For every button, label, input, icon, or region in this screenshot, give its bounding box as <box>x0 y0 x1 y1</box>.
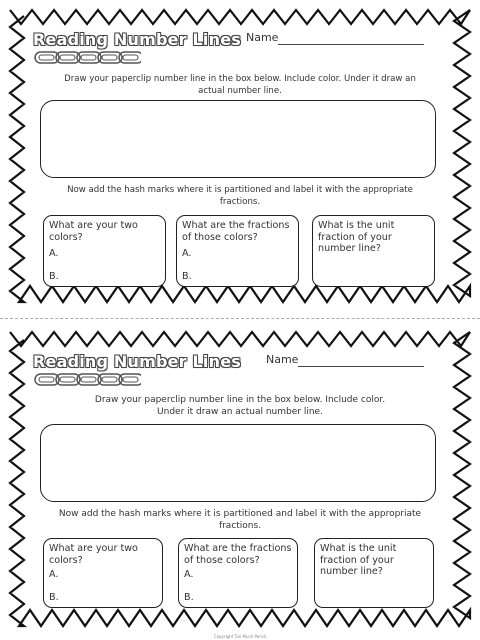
answer-b-label: B. <box>184 592 194 603</box>
worksheet-title: Reading Number Lines <box>33 30 241 49</box>
question-box-unit-fraction[interactable] <box>314 538 434 608</box>
question-text: What are the fractions of those colors? <box>184 543 292 566</box>
answer-a-label: A. <box>182 248 192 259</box>
instruction-hash-marks: Now add the hash marks where it is partitioned and label it with the appropriate fractions. <box>67 185 413 207</box>
drawing-box[interactable] <box>40 424 436 502</box>
answer-a-label: A. <box>49 248 59 259</box>
question-box-unit-fraction[interactable] <box>312 215 435 287</box>
answer-b-label: B. <box>49 271 59 282</box>
drawing-box[interactable] <box>40 100 436 178</box>
question-box-fractions[interactable] <box>176 215 299 287</box>
name-input-line[interactable] <box>278 44 424 45</box>
answer-a-label: A. <box>184 569 194 580</box>
answer-a-label: A. <box>49 569 59 580</box>
name-label: Name <box>266 353 299 366</box>
copyright-text: Copyright Too Much Pencil <box>213 634 267 639</box>
question-text: What is the unit fraction of your number line? <box>318 220 395 254</box>
question-box-colors[interactable] <box>43 215 166 287</box>
question-text: What are the fractions of those colors? <box>182 220 290 243</box>
question-text: What are your two colors? <box>49 543 138 566</box>
question-box-colors[interactable] <box>43 538 163 608</box>
instruction-draw: Draw your paperclip number line in the box below. Include color. Under it draw an actual number line. <box>94 395 386 417</box>
answer-b-label: B. <box>182 271 192 282</box>
paperclip-icon <box>33 50 141 66</box>
name-input-line[interactable] <box>298 366 424 367</box>
instruction-hash-marks: Now add the hash marks where it is partitioned and label it with the appropriate fractions. <box>58 509 422 531</box>
worksheet-title: Reading Number Lines <box>33 352 241 371</box>
question-text: What are your two colors? <box>49 220 138 243</box>
cut-line <box>0 318 480 319</box>
worksheet-bottom <box>0 322 480 640</box>
name-label: Name <box>246 31 279 44</box>
question-box-fractions[interactable] <box>178 538 298 608</box>
paperclip-icon <box>33 372 141 388</box>
instruction-draw: Draw your paperclip number line in the box below. Include color. Under it draw an actual number line. <box>64 74 416 96</box>
answer-b-label: B. <box>49 592 59 603</box>
question-text: What is the unit fraction of your number line? <box>320 543 397 577</box>
worksheet-top <box>0 0 480 316</box>
